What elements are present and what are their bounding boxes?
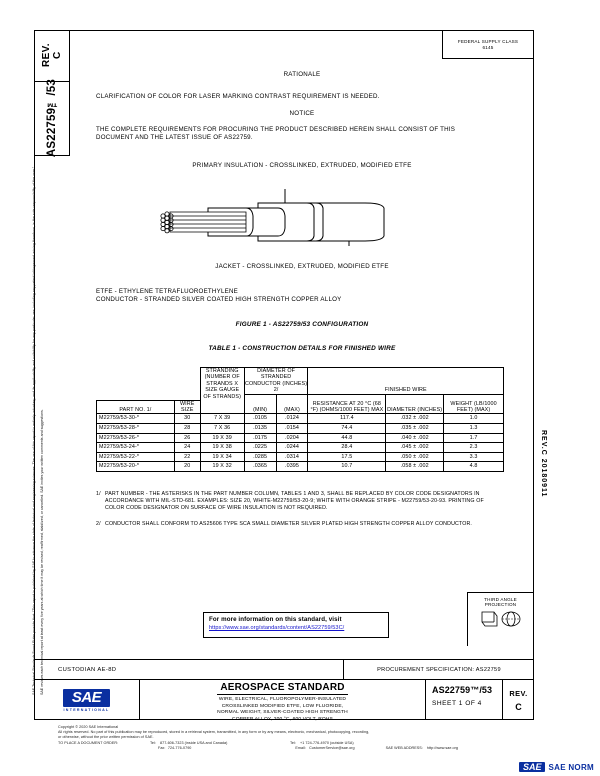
doc-number-box bbox=[34, 79, 70, 158]
sae-norm-mark: SAE bbox=[519, 762, 546, 772]
figure-callout-bottom: JACKET - CROSSLINKED, EXTRUDED, MODIFIED ETFE bbox=[215, 263, 389, 270]
header-wire-size: WIRE SIZE bbox=[174, 400, 200, 414]
cell-wire-size: 20 bbox=[174, 462, 200, 472]
cell-min: .0175 bbox=[244, 433, 276, 443]
rationale-body: CLARIFICATION OF COLOR FOR LASER MARKING CONTRAST REQUIREMENT IS NEEDED. bbox=[96, 93, 380, 100]
footer-web[interactable]: http://www.sae.org bbox=[426, 745, 458, 750]
cell-weight: 2.3 bbox=[444, 443, 504, 453]
header-weight: WEIGHT (LB/1000 FEET) (MAX) bbox=[444, 394, 504, 414]
cell-wire-size: 30 bbox=[174, 414, 200, 424]
cell-diameter: .045 ± .002 bbox=[386, 443, 444, 453]
table-row bbox=[97, 433, 504, 443]
footnote-2-marker: 2/ bbox=[96, 521, 101, 527]
desc-line1: WIRE, ELECTRICAL, FLUOROPOLYMER-INSULATED bbox=[218, 697, 347, 702]
sheet-number: SHEET 1 OF 4 bbox=[432, 700, 482, 707]
footnote-1-text: PART NUMBER - THE ASTERISKS IN THE PART NUMBER COLUMN, TABLES 1 AND 3, SHALL BE REPLACED BY COLOR CODE DESIGNATORS IN ACCORDANCE WITH MIL-STD-681. EXAMPLES: SIZE 20, WHITE-M22759/53-20-9; WHITE WITH ORANGE STRIPE - M22759/53-20-93. PRINTING OF COLOR CODE DESIGNATOR ON SURFACE OF WIRE INSULATION IS NOT REQUIRED. bbox=[105, 491, 484, 512]
sae-norm-text: SAE NORM bbox=[548, 762, 594, 772]
footnote-1 bbox=[96, 491, 500, 513]
cell-min: .0225 bbox=[244, 443, 276, 453]
footer-order-label: TO PLACE A DOCUMENT ORDER: bbox=[58, 740, 119, 745]
footer-tel1: 877-606-7323 (inside USA and Canada) bbox=[160, 740, 228, 745]
table-row bbox=[97, 443, 504, 453]
title-block bbox=[34, 679, 534, 720]
projection-label: THIRD ANGLE PROJECTION bbox=[484, 597, 517, 607]
cell-diameter: .058 ± .002 bbox=[386, 462, 444, 472]
cell-weight: 1.0 bbox=[444, 414, 504, 424]
footer-tel2: +1 724-776-4970 (outside USA) bbox=[300, 740, 354, 745]
cell-max: .0124 bbox=[276, 414, 308, 424]
footer-fax-row bbox=[58, 746, 458, 751]
cell-weight: 4.8 bbox=[444, 462, 504, 472]
title-block-number bbox=[426, 680, 503, 720]
cell-min: .0105 bbox=[244, 414, 276, 424]
cell-diameter: .050 ± .002 bbox=[386, 452, 444, 462]
sae-logo-sub: INTERNATIONAL bbox=[63, 707, 110, 712]
fsc-line2: 6145 bbox=[482, 44, 494, 50]
cell-resistance: 10.7 bbox=[308, 462, 386, 472]
footer-rights-1: All rights reserved. No part of this publication may be reproduced, stored in a retrieval system, transmitted, in any form or by any means, electronic, mechanical, photocopying, recording, bbox=[58, 730, 370, 735]
cell-stranding: 7 X 39 bbox=[200, 414, 244, 424]
footer-copyright: Copyright © 2020 SAE International bbox=[58, 725, 119, 729]
figure-legend-line1: ETFE - ETHYLENE TETRAFLUOROETHYLENE bbox=[96, 288, 239, 295]
sae-logo bbox=[34, 680, 140, 720]
rev-label: REV. bbox=[40, 43, 52, 68]
cell-part-no: M22759/53-24-* bbox=[97, 443, 175, 453]
table-group-header-row bbox=[97, 368, 504, 395]
table-row bbox=[97, 452, 504, 462]
table-caption: TABLE 1 - CONSTRUCTION DETAILS FOR FINISHED WIRE bbox=[208, 345, 396, 352]
cell-resistance: 28.4 bbox=[308, 443, 386, 453]
cell-stranding: 19 X 39 bbox=[200, 433, 244, 443]
title-block-description bbox=[140, 680, 426, 720]
cell-weight: 1.3 bbox=[444, 423, 504, 433]
notice-body-line1: THE COMPLETE REQUIREMENTS FOR PROCURING THE PRODUCT DESCRIBED HEREIN SHALL CONSIST OF THIS bbox=[96, 126, 456, 133]
header-finished-wire-group: FINISHED WIRE bbox=[308, 368, 504, 395]
sae-logo-mark: SAE bbox=[63, 689, 110, 707]
desc-line2: CROSSLINKED MODIFIED ETFE, LOW FLUORIDE, bbox=[221, 703, 344, 709]
custodian-field: CUSTODIAN AE-8D bbox=[34, 659, 344, 679]
footer-rights-2: or otherwise, without the prior written permission of SAE. bbox=[58, 735, 154, 740]
notice-title: NOTICE bbox=[289, 110, 315, 117]
footer-email[interactable]: CustomerService@sae.org bbox=[309, 745, 355, 750]
cell-weight: 3.3 bbox=[444, 452, 504, 462]
notice-body-line2: DOCUMENT AND THE LATEST ISSUE OF AS22759. bbox=[96, 134, 253, 141]
footer-web-label: SAE WEB ADDRESS: bbox=[385, 745, 423, 750]
federal-supply-class-box bbox=[442, 31, 533, 59]
cell-resistance: 74.4 bbox=[308, 423, 386, 433]
header-stranding-cont bbox=[200, 400, 244, 414]
desc-line4: COPPER ALLOY, 200 °C, 600 VOLT, ROHS bbox=[232, 716, 333, 722]
footnote-1-marker: 1/ bbox=[96, 491, 101, 497]
cell-wire-size: 22 bbox=[174, 452, 200, 462]
cell-resistance: 44.8 bbox=[308, 433, 386, 443]
info-box-label: For more information on this standard, visit bbox=[209, 616, 342, 623]
third-angle-projection-box bbox=[467, 592, 533, 646]
legal-text-a: SAE Technical Standards Board Rules provide that: “This report is published by SAE to advance the state of technical and engineering sciences. The use of this report is entirely voluntary, and its applicability and suitability for any particular use, including any patent infringement arising therefrom, is the sole responsibility of the user.” bbox=[32, 166, 36, 695]
header-max: (MAX) bbox=[276, 400, 308, 414]
cell-max: .0244 bbox=[276, 443, 308, 453]
cable-cross-section-drawing bbox=[150, 186, 450, 246]
cell-diameter: .032 ± .002 bbox=[386, 414, 444, 424]
cell-part-no: M22759/53-20-* bbox=[97, 462, 175, 472]
title-block-revision bbox=[503, 680, 534, 720]
construction-details-table bbox=[96, 367, 504, 472]
cell-max: .0395 bbox=[276, 462, 308, 472]
cell-wire-size: 24 bbox=[174, 443, 200, 453]
cell-diameter: .035 ± .002 bbox=[386, 423, 444, 433]
figure-caption: FIGURE 1 - AS22759/53 CONFIGURATION bbox=[235, 321, 369, 328]
table-row bbox=[97, 423, 504, 433]
table-row bbox=[97, 414, 504, 424]
more-information-box bbox=[203, 612, 389, 638]
cell-stranding: 19 X 34 bbox=[200, 452, 244, 462]
cell-part-no: M22759/53-26-* bbox=[97, 433, 175, 443]
projection-symbol-icon bbox=[480, 609, 524, 629]
cell-resistance: 17.5 bbox=[308, 452, 386, 462]
rationale-title: RATIONALE bbox=[283, 71, 321, 78]
cell-max: .0314 bbox=[276, 452, 308, 462]
legal-text-b: SAE reviews each technical report at least every five years at which time it may be revised, reaffirmed, stabilized, or cancelled. SAE invites your written comments and suggestions. bbox=[40, 409, 44, 695]
header-stranded-conductor-group: DIAMETER OF STRANDED CONDUCTOR (INCHES) 2/ bbox=[244, 368, 308, 394]
standard-url-link[interactable]: https://www.sae.org/standards/content/AS22759/53C/ bbox=[209, 625, 345, 631]
figure-callout-top: PRIMARY INSULATION - CROSSLINKED, EXTRUDED, MODIFIED ETFE bbox=[192, 162, 412, 169]
cell-stranding: 19 X 32 bbox=[200, 462, 244, 472]
table-row bbox=[97, 462, 504, 472]
cell-diameter: .040 ± .002 bbox=[386, 433, 444, 443]
footer-tel2-label: Tel: bbox=[290, 740, 296, 745]
revision-code-vertical: REV.C 20180911 bbox=[540, 430, 547, 498]
header-min: (MIN) bbox=[244, 400, 276, 414]
footer bbox=[58, 725, 458, 751]
cell-weight: 1.7 bbox=[444, 433, 504, 443]
footer-email-label: Email: bbox=[295, 745, 306, 750]
cell-resistance: 117.4 bbox=[308, 414, 386, 424]
footer-fax-label: Fax: bbox=[158, 745, 166, 750]
header-part-no: PART NO. 1/ bbox=[97, 400, 175, 414]
fsc-line1: FEDERAL SUPPLY CLASS bbox=[457, 38, 519, 44]
rev-value: C bbox=[51, 51, 63, 60]
title-rev-label: REV. bbox=[509, 688, 528, 698]
cell-stranding: 19 X 38 bbox=[200, 443, 244, 453]
footer-fax: 724-776-0790 bbox=[167, 745, 192, 750]
cell-min: .0365 bbox=[244, 462, 276, 472]
cell-wire-size: 28 bbox=[174, 423, 200, 433]
cell-part-no: M22759/53-28-* bbox=[97, 423, 175, 433]
cell-max: .0154 bbox=[276, 423, 308, 433]
standard-type-title: AEROSPACE STANDARD bbox=[217, 682, 347, 695]
rev-box bbox=[34, 30, 70, 82]
doc-number: AS22759™/53 bbox=[45, 79, 58, 158]
legal-notice-strip bbox=[30, 160, 54, 700]
standard-number: AS22759™/53 bbox=[432, 685, 493, 695]
table-body bbox=[97, 414, 504, 472]
desc-line3: NORMAL WEIGHT, SILVER-COATED HIGH STRENGTH bbox=[217, 710, 348, 716]
sae-norm-watermark bbox=[519, 762, 594, 772]
header-resistance: RESISTANCE AT 20 °C (68 °F) (OHMS/1000 FEET) MAX bbox=[308, 394, 386, 414]
cell-max: .0204 bbox=[276, 433, 308, 443]
procurement-spec-field: PROCUREMENT SPECIFICATION: AS22759 bbox=[344, 659, 534, 679]
header-stranding: STRANDING (NUMBER OF STRANDS X SIZE GAUGE OF STRANDS) bbox=[200, 368, 244, 401]
footnote-2 bbox=[96, 521, 500, 528]
cell-min: .0285 bbox=[244, 452, 276, 462]
cell-stranding: 7 X 36 bbox=[200, 423, 244, 433]
cell-min: .0135 bbox=[244, 423, 276, 433]
cell-part-no: M22759/53-22-* bbox=[97, 452, 175, 462]
header-diameter: DIAMETER (INCHES) bbox=[386, 394, 444, 414]
footnote-2-text: CONDUCTOR SHALL CONFORM TO AS25606 TYPE SCA SMALL DIAMETER SILVER PLATED HIGH STRENGTH COPPER ALLOY CONDUCTOR. bbox=[105, 521, 473, 527]
figure-legend-line2: CONDUCTOR - STRANDED SILVER COATED HIGH STRENGTH COPPER ALLOY bbox=[96, 296, 342, 303]
cell-wire-size: 26 bbox=[174, 433, 200, 443]
footer-tel1-label: Tel: bbox=[150, 740, 156, 745]
title-rev-value: C bbox=[515, 701, 522, 712]
cell-part-no: M22759/53-30-* bbox=[97, 414, 175, 424]
